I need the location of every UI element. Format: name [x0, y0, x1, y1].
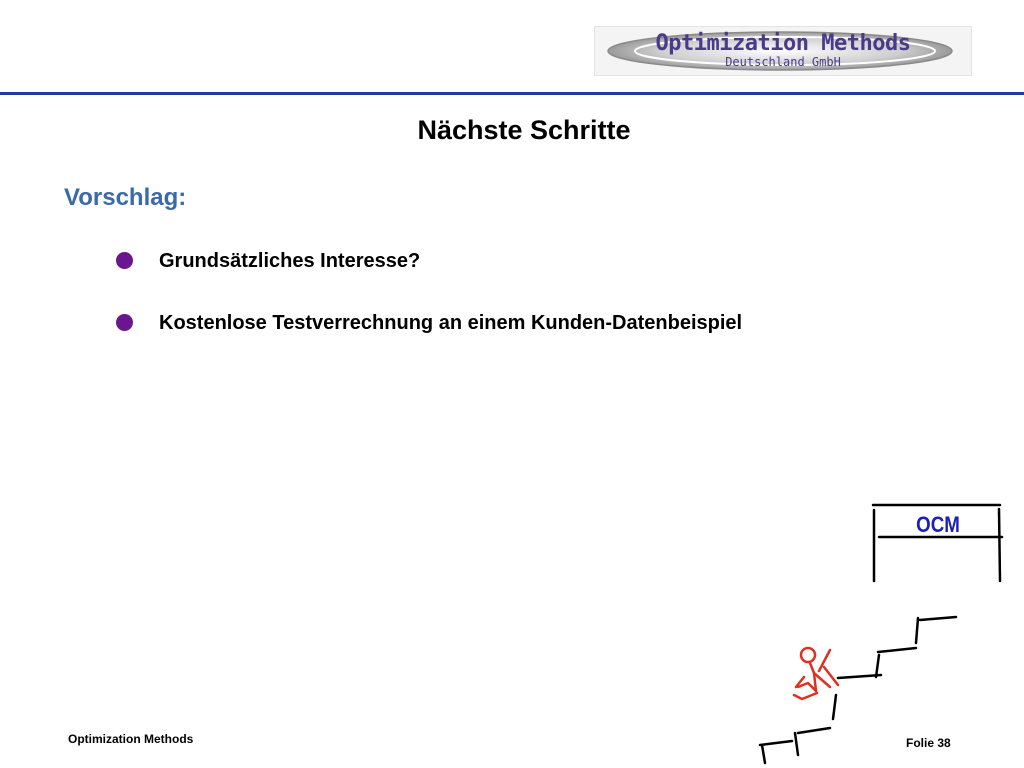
slide-title: Nächste Schritte — [417, 115, 631, 145]
bullet-dot-icon — [116, 252, 133, 269]
ocm-sign-label: OCM — [916, 512, 960, 537]
header-divider — [0, 92, 1024, 95]
logo-title: Optimization Methods — [655, 31, 911, 56]
slide-number: Folie 38 — [906, 736, 951, 750]
logo-subtitle: Deutschland GmbH — [725, 55, 841, 69]
bullet-dot-icon — [116, 314, 133, 331]
bullet-text: Grundsätzliches Interesse? — [159, 250, 421, 272]
footer-company: Optimization Methods — [68, 732, 194, 746]
company-logo — [594, 26, 972, 76]
bullet-text: Kostenlose Testverrechnung an einem Kunden-Datenbeispiel — [159, 312, 743, 334]
bullet-item — [115, 246, 742, 308]
bullet-list — [115, 246, 742, 370]
bullet-item — [115, 308, 742, 370]
section-subheading: Vorschlag: — [64, 184, 187, 211]
